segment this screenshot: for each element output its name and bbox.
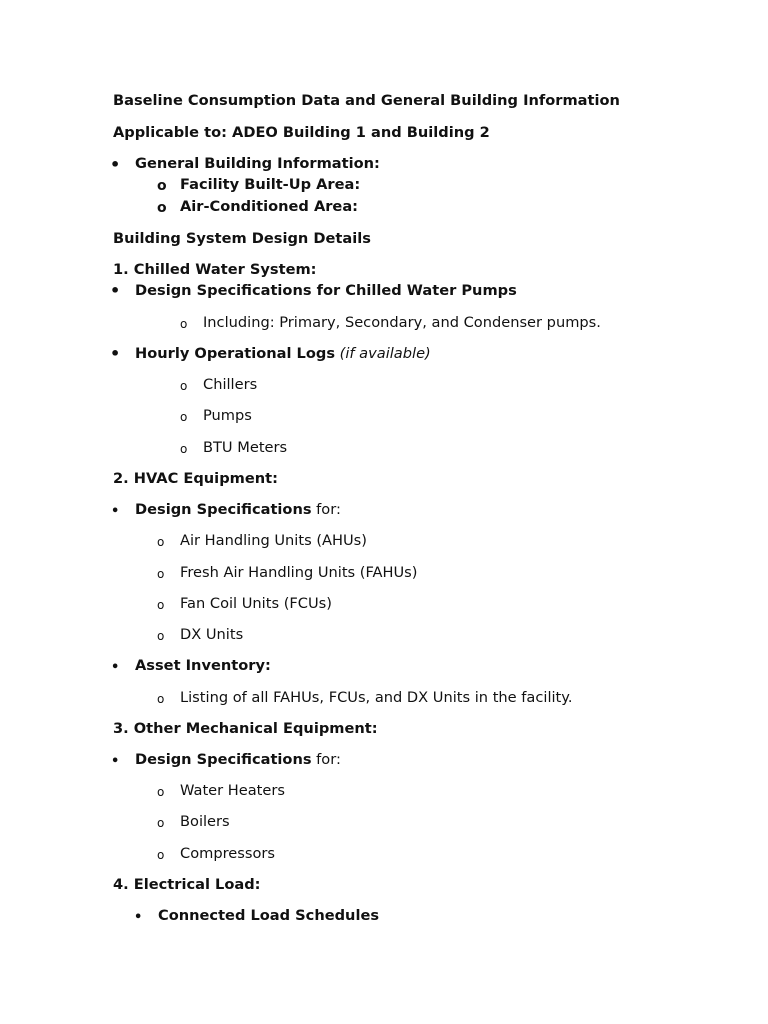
hvac-item: Fresh Air Handling Units (FAHUs) [180,564,418,581]
bullet-icon: • [111,754,120,769]
mechanical-design-line [135,753,341,768]
hvac-item: Fan Coil Units (FCUs) [180,595,332,612]
section-heading-chilled-water: 1. Chilled Water System: [113,261,317,278]
log-item: Pumps [203,407,252,424]
system-design-heading: Building System Design Details [113,230,371,247]
mechanical-item: Water Heaters [180,782,285,799]
bullet-icon: • [111,504,120,519]
sub-bullet-icon: o [157,692,165,706]
general-info-item: Air-Conditioned Area: [180,198,359,215]
sub-bullet-icon: o [157,200,167,216]
hvac-design-suffix: for: [311,501,341,518]
general-info-item: Facility Built-Up Area: [180,176,361,193]
section-heading-hvac: 2. HVAC Equipment: [113,470,278,487]
sub-bullet-icon: o [157,816,165,830]
asset-inventory-heading: Asset Inventory: [135,657,271,674]
sub-bullet-icon: o [157,567,165,581]
hvac-design-label: Design Specifications [135,501,312,518]
operational-logs-line [135,347,431,362]
sub-bullet-icon: o [157,629,165,643]
bullet-icon: • [110,281,121,300]
general-info-heading: General Building Information: [135,155,380,172]
log-item: BTU Meters [203,439,288,456]
chilled-pumps-detail: Including: Primary, Secondary, and Condenser pumps. [203,314,601,331]
operational-logs-note: (if available) [335,345,431,362]
bullet-icon: • [110,155,121,174]
bullet-icon: • [111,660,120,675]
sub-bullet-icon: o [180,379,188,393]
hvac-item: DX Units [180,626,244,643]
hvac-design-line [135,503,341,518]
sub-bullet-icon: o [157,535,165,549]
sub-bullet-icon: o [180,410,188,424]
hvac-item: Air Handling Units (AHUs) [180,532,367,549]
mechanical-design-label: Design Specifications [135,751,312,768]
sub-bullet-icon: o [157,785,165,799]
asset-inventory-detail: Listing of all FAHUs, FCUs, and DX Units in the facility. [180,689,573,706]
section-heading-electrical: 4. Electrical Load: [113,876,261,893]
sub-bullet-icon: o [157,848,165,862]
operational-logs-heading: Hourly Operational Logs [135,345,336,362]
sub-bullet-icon: o [180,442,188,456]
document-title: Baseline Consumption Data and General Building Information [113,92,620,109]
applicability-line: Applicable to: ADEO Building 1 and Building 2 [113,124,490,141]
sub-bullet-icon: o [157,598,165,612]
mechanical-design-suffix: for: [311,751,341,768]
sub-bullet-icon: o [180,317,188,331]
mechanical-item: Boilers [180,813,230,830]
chilled-pumps-heading: Design Specifications for Chilled Water Pumps [135,282,517,299]
sub-bullet-icon: o [157,178,167,194]
bullet-icon: • [134,910,143,925]
mechanical-item: Compressors [180,845,275,862]
connected-load-item: Connected Load Schedules [158,907,380,924]
section-heading-mechanical: 3. Other Mechanical Equipment: [113,720,378,737]
bullet-icon: • [110,344,121,363]
log-item: Chillers [203,376,258,393]
